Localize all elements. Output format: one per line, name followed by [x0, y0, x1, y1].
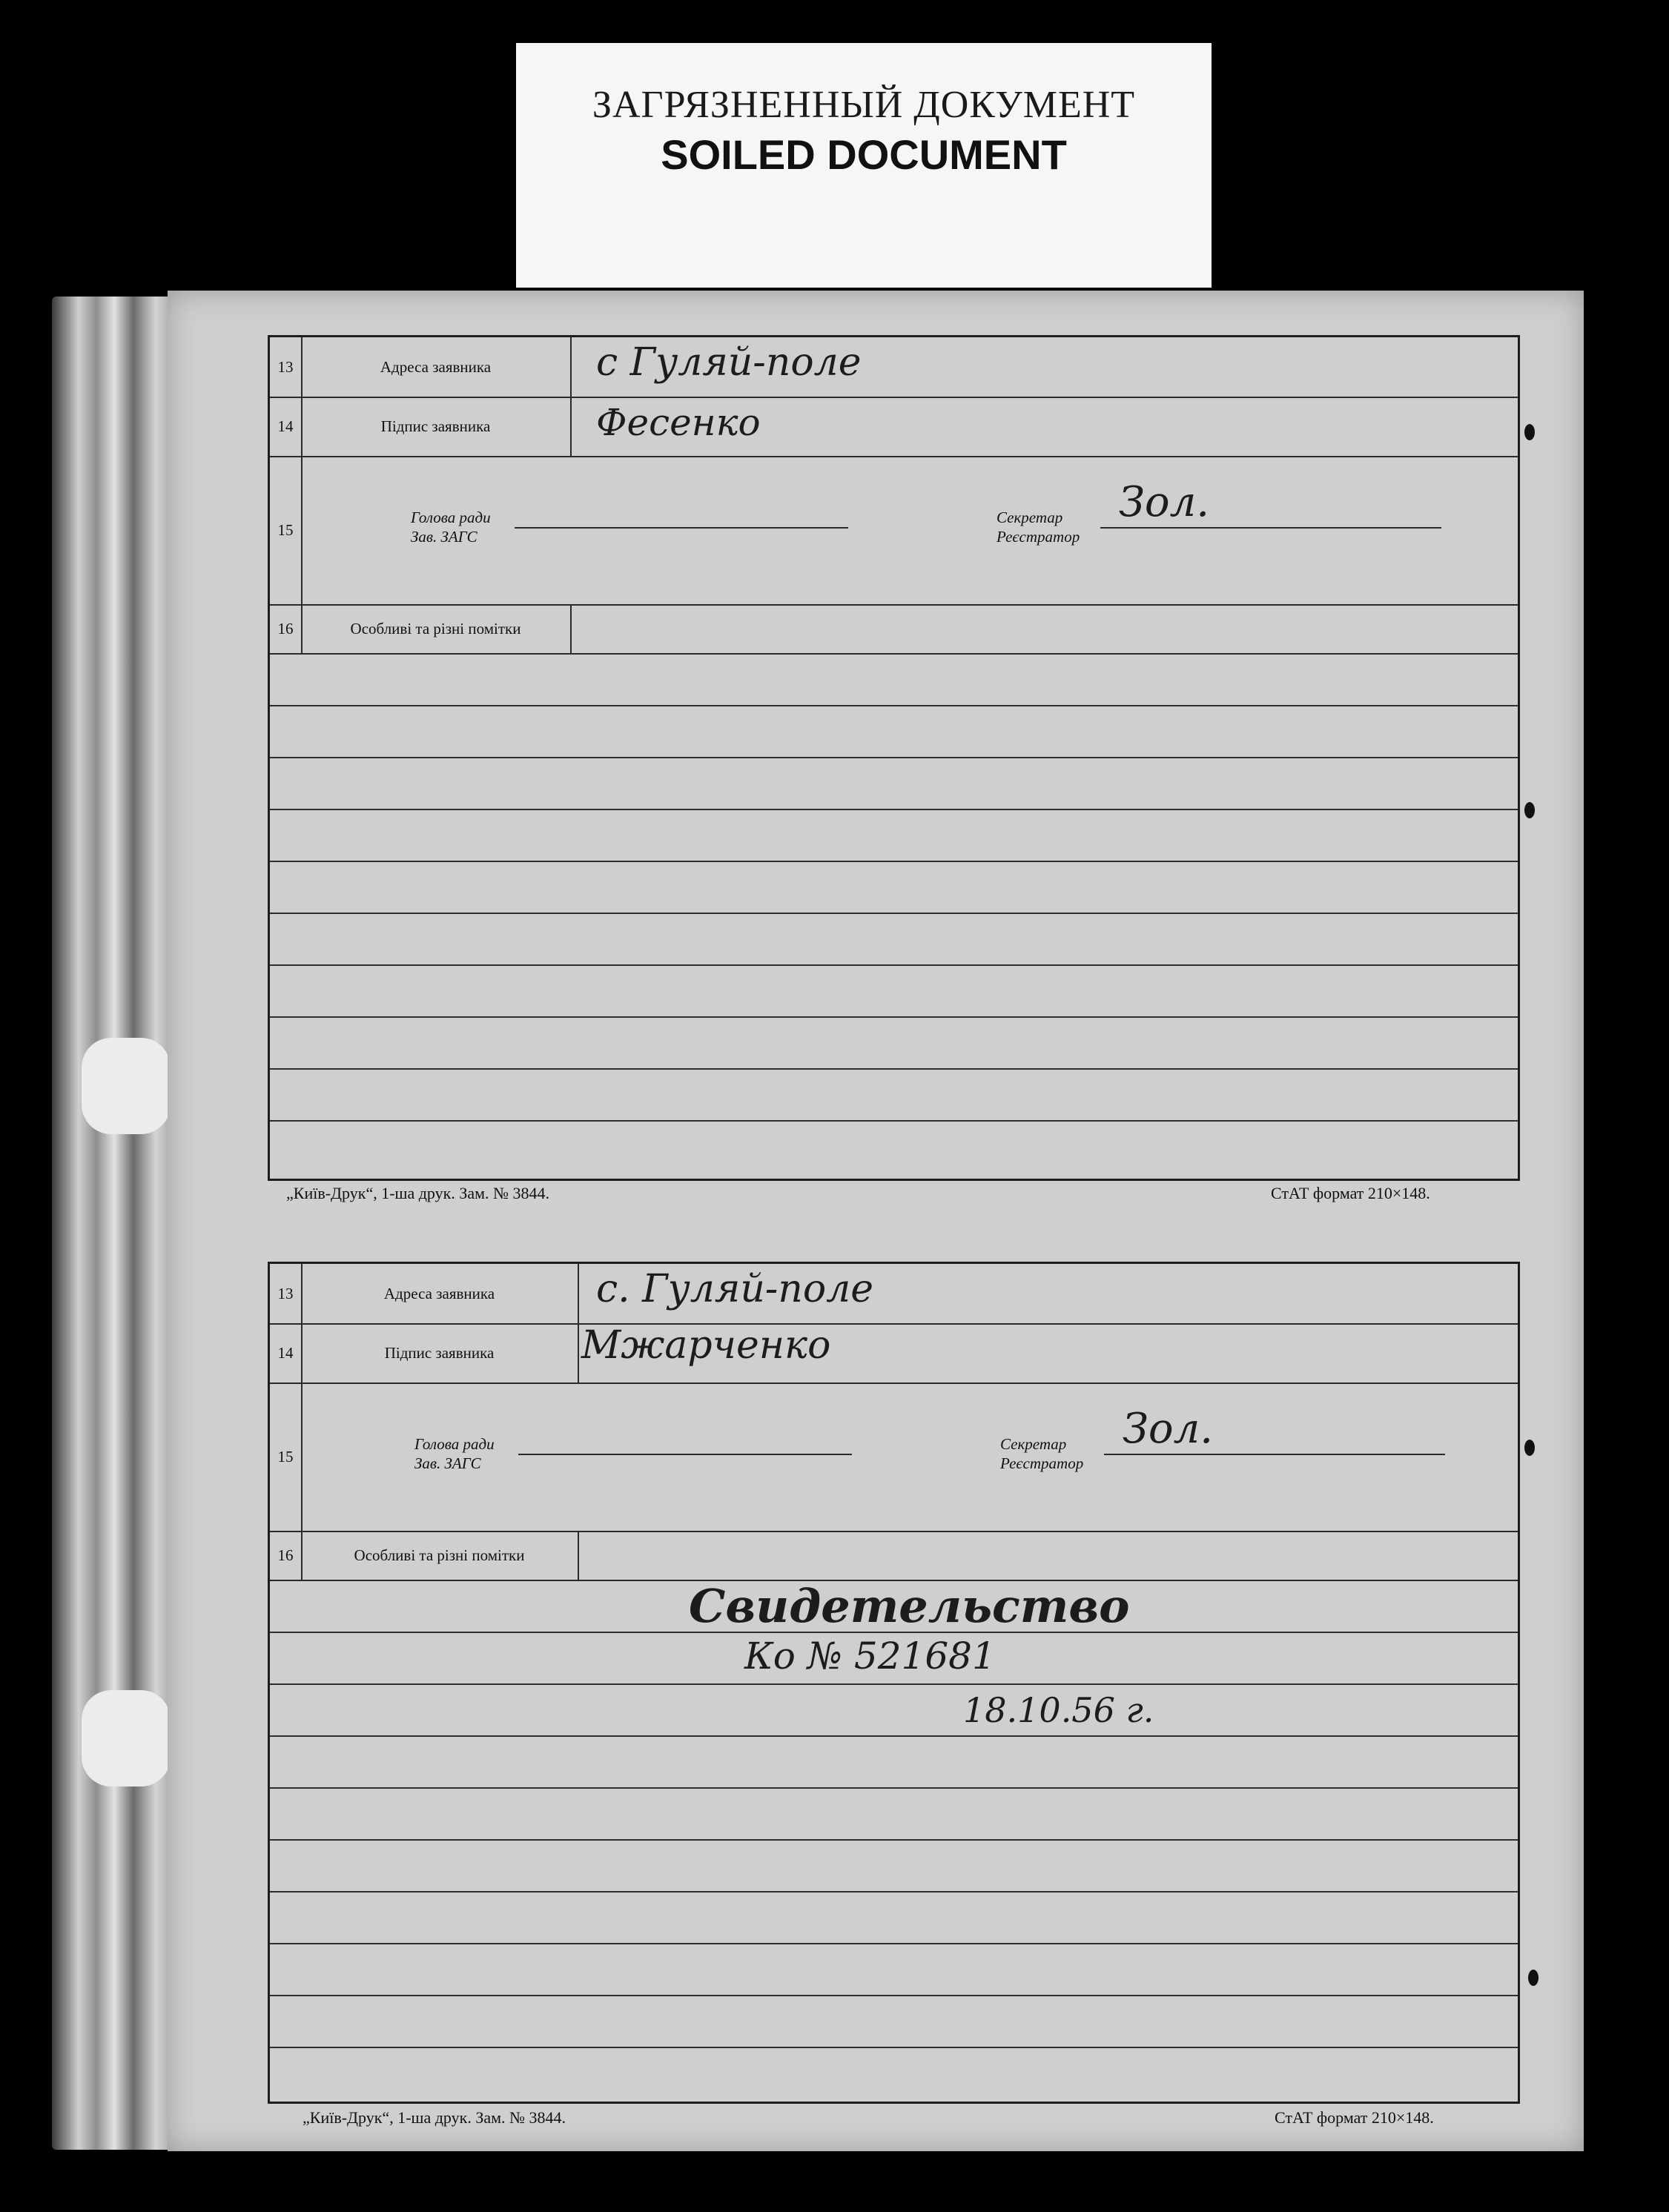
note-certificate-issued: Свидетельство — [689, 1579, 1130, 1633]
row-signature — [270, 397, 1518, 457]
row-officials — [270, 456, 1518, 606]
row-number: 13 — [270, 337, 303, 397]
notes-line — [270, 1683, 1518, 1685]
row-notes — [270, 604, 1518, 655]
notes-line — [270, 809, 1518, 810]
chairman-signature-line — [518, 1454, 852, 1455]
binding-hole — [1524, 1440, 1535, 1456]
address-value: с Гуляй-поле — [596, 340, 862, 385]
notes-line — [270, 1068, 1518, 1070]
notes-line — [270, 1943, 1518, 1944]
registrar-signature: Зол. — [1119, 478, 1210, 526]
row-label: Особливі та різні помітки — [301, 1531, 579, 1580]
row-label: Адреса заявника — [301, 1264, 579, 1323]
printer-imprint: „Київ-Друк“, 1-ша друк. Зам. № 3844. — [303, 2108, 566, 2127]
applicant-signature: Мжарченко — [581, 1323, 831, 1368]
row-label: Підпис заявника — [301, 1323, 579, 1382]
row-number: 13 — [270, 1264, 303, 1323]
printer-imprint: „Київ-Друк“, 1-ша друк. Зам. № 3844. — [286, 1184, 550, 1202]
registrar-label: Секретар Реєстратор — [997, 509, 1080, 546]
address-value: с. Гуляй-поле — [596, 1267, 874, 1311]
row-officials — [270, 1382, 1518, 1532]
notes-line — [270, 1995, 1518, 1996]
row-number: 15 — [270, 456, 303, 604]
record-form-lower — [268, 1262, 1520, 2104]
label-english: SOILED DOCUMENT — [661, 131, 1067, 178]
row-number: 14 — [270, 1323, 303, 1382]
row-number: 16 — [270, 1531, 303, 1580]
label-russian: ЗАГРЯЗНЕННЫЙ ДОКУМЕНТ — [592, 84, 1136, 126]
row-notes — [270, 1531, 1518, 1581]
binding-hole — [1528, 1970, 1539, 1986]
row-number: 16 — [270, 604, 303, 653]
notes-line — [270, 1016, 1518, 1018]
notes-line — [270, 964, 1518, 966]
row-number: 14 — [270, 397, 303, 456]
notes-line — [270, 705, 1518, 706]
row-label: Адреса заявника — [301, 337, 572, 397]
notes-line — [270, 913, 1518, 914]
form-format: СтАТ формат 210×148. — [1275, 2108, 1434, 2127]
notes-line — [270, 1891, 1518, 1893]
row-signature — [270, 1323, 1518, 1384]
notes-line — [270, 1839, 1518, 1841]
notes-line — [270, 1632, 1518, 1633]
notes-line — [270, 1735, 1518, 1737]
binding-hole — [1524, 802, 1535, 818]
row-address — [270, 337, 1518, 398]
registrar-label: Секретар Реєстратор — [1000, 1435, 1084, 1472]
chairman-label: Голова ради Зав. ЗАГС — [414, 1435, 495, 1472]
chairman-signature-line — [515, 527, 848, 529]
notes-line — [270, 1787, 1518, 1789]
notes-line — [270, 757, 1518, 758]
note-issue-date: 18.10.56 г. — [963, 1690, 1154, 1730]
notes-line — [270, 2047, 1518, 2048]
register-page — [168, 291, 1584, 2151]
spine-tie — [82, 1038, 171, 1134]
row-number: 15 — [270, 1382, 303, 1531]
notes-line — [270, 861, 1518, 862]
registrar-signature: Зол. — [1123, 1405, 1214, 1453]
soiled-document-label — [516, 43, 1212, 288]
record-form-upper — [268, 335, 1520, 1181]
applicant-signature: Фесенко — [596, 401, 761, 444]
chairman-label: Голова ради Зав. ЗАГС — [411, 509, 491, 546]
notes-line — [270, 1120, 1518, 1122]
form-format: СтАТ формат 210×148. — [1271, 1184, 1430, 1202]
row-label: Особливі та різні помітки — [301, 604, 572, 653]
binding-hole — [1524, 424, 1535, 440]
row-label: Підпис заявника — [301, 397, 572, 456]
registrar-signature-line — [1100, 527, 1441, 529]
row-address — [270, 1264, 1518, 1325]
note-certificate-number: Ко № 521681 — [744, 1635, 996, 1678]
spine-tie — [82, 1690, 171, 1787]
registrar-signature-line — [1104, 1454, 1445, 1455]
